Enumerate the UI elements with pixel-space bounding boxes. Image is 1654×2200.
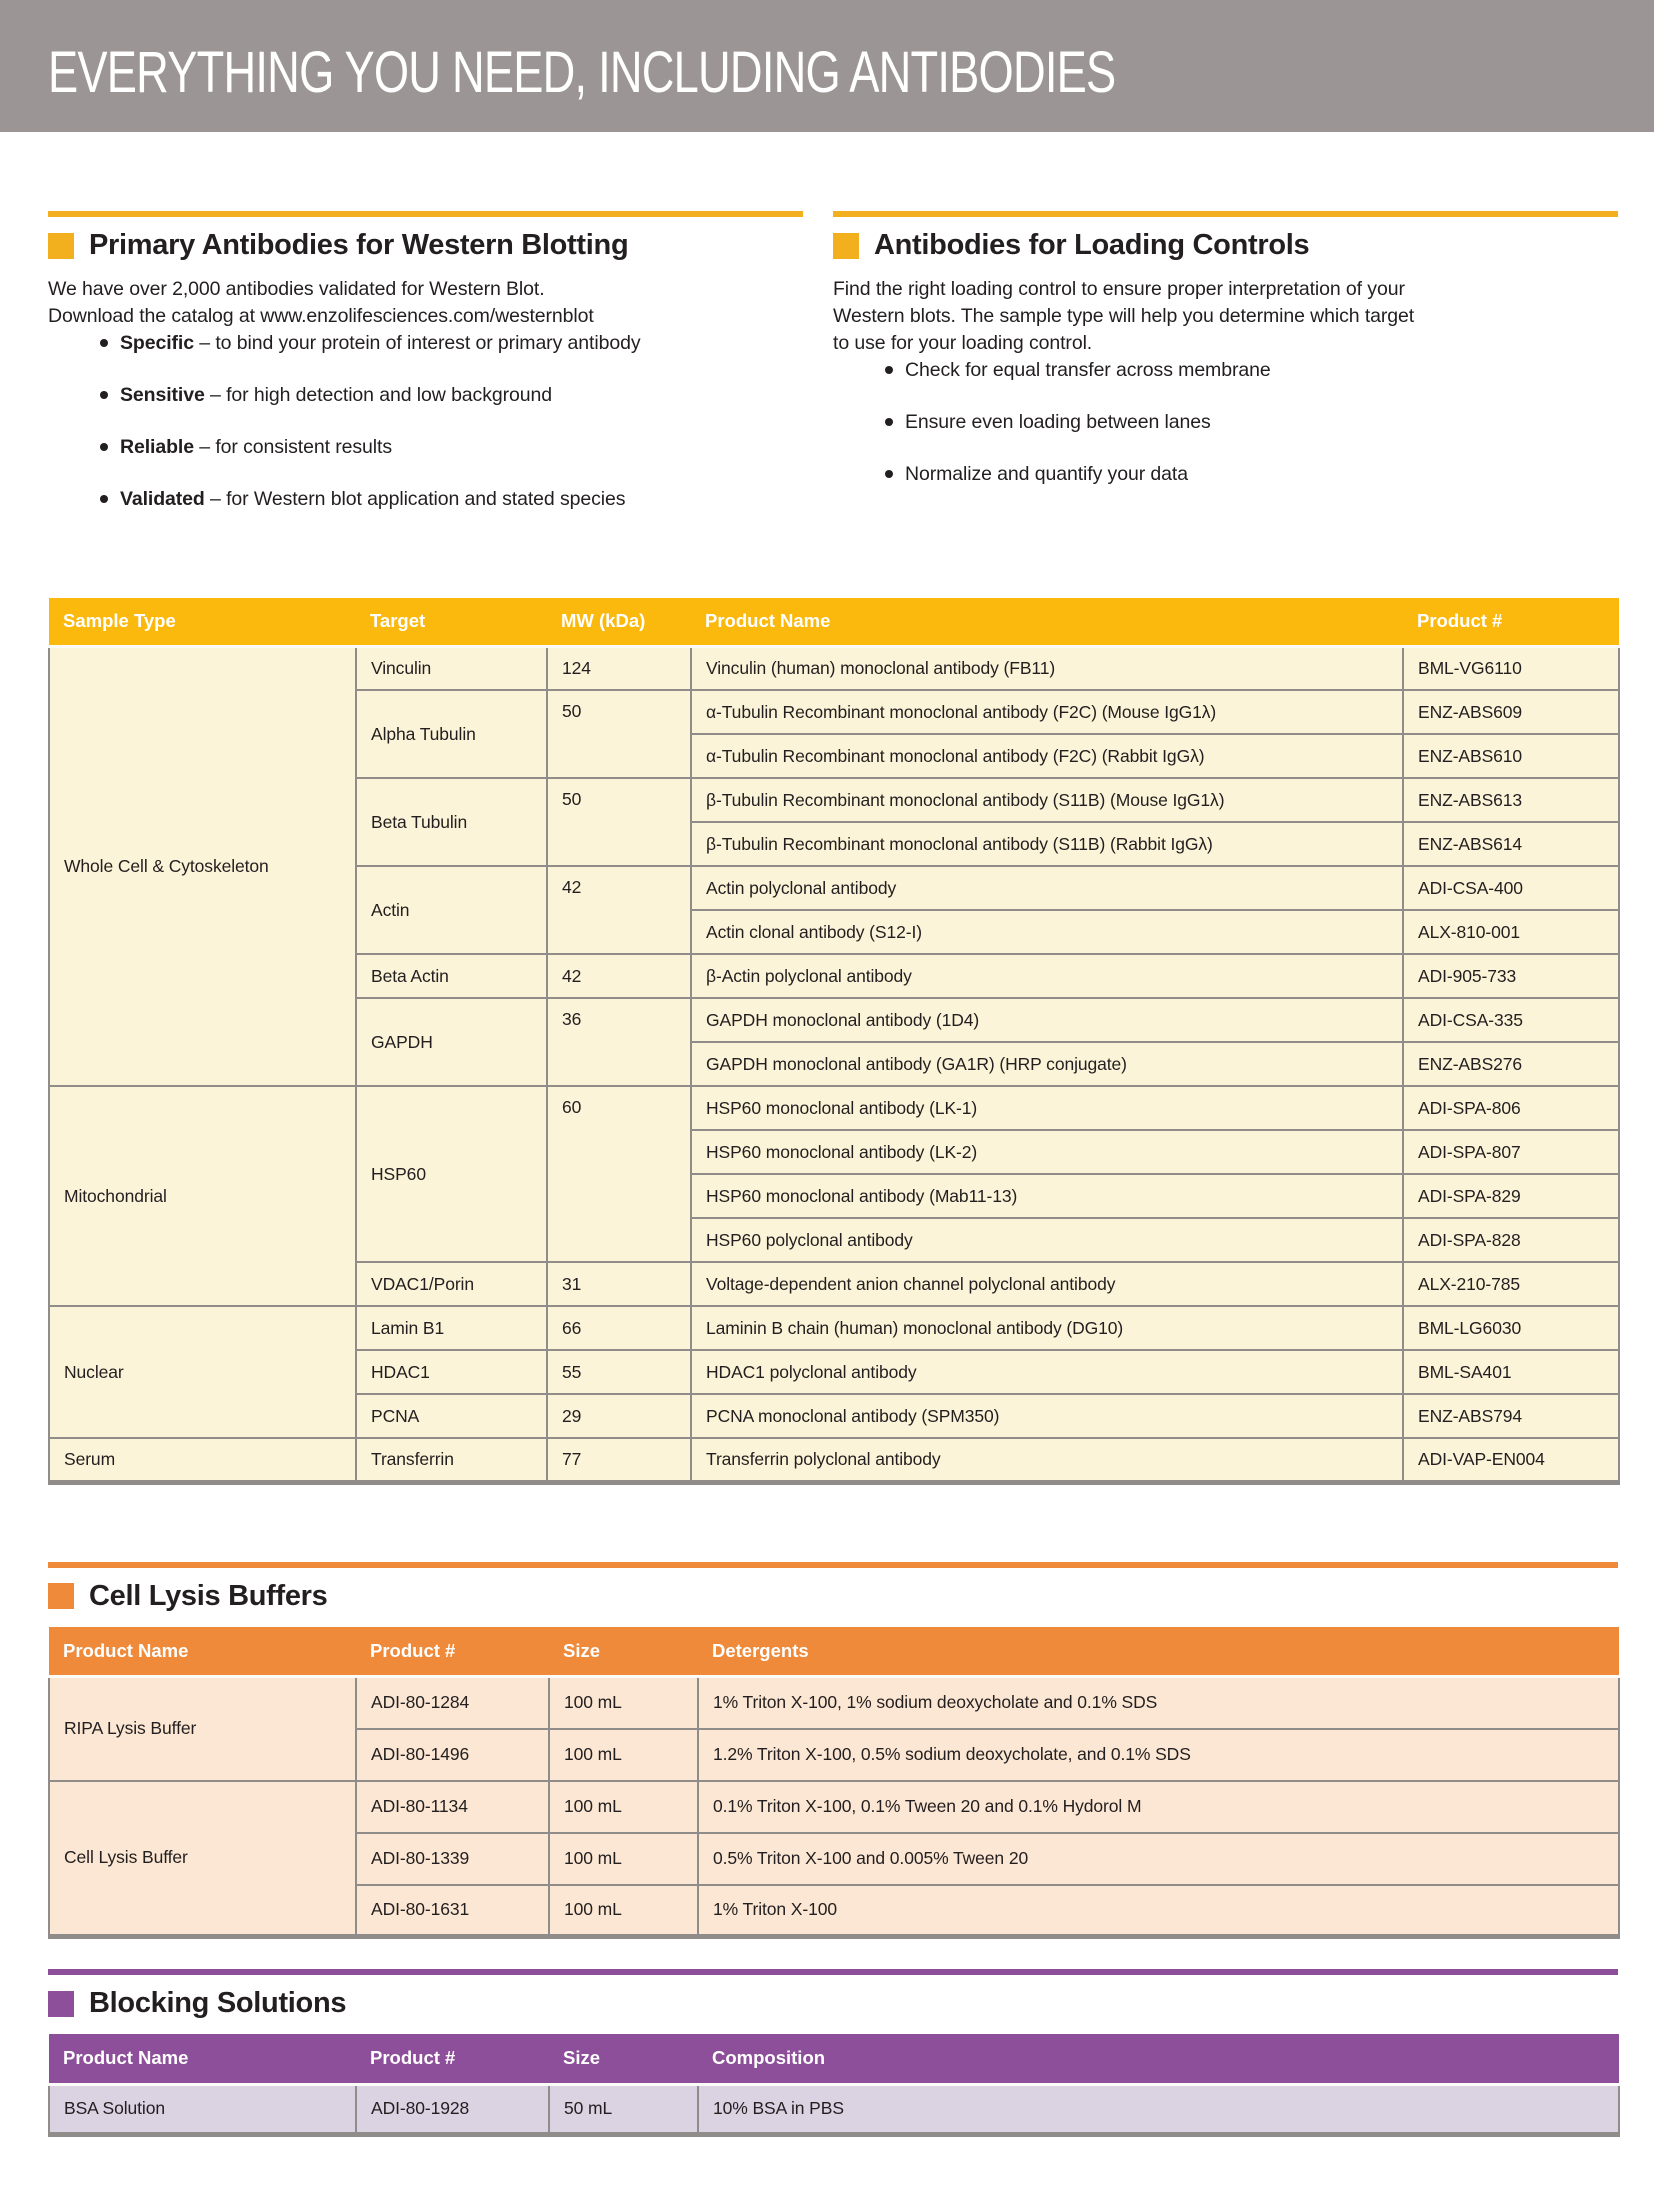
mw-cell: 42 [547,866,691,954]
size-cell: 100 mL [549,1833,698,1885]
product-number-cell: ADI-80-1284 [356,1677,549,1729]
section-heading-text: Primary Antibodies for Western Blotting [89,229,629,261]
column-header: Product Name [49,1627,356,1677]
target-cell: Transferrin [356,1438,547,1482]
page-content [48,211,1618,2137]
column-header: Sample Type [49,598,356,646]
sample-type-cell: Whole Cell & Cytoskeleton [49,646,356,1086]
target-cell: HDAC1 [356,1350,547,1394]
product-number-cell: ALX-210-785 [1403,1262,1619,1306]
product-name-cell: Vinculin (human) monoclonal antibody (FB11) [691,646,1403,690]
lysis-buffer-row [49,1781,1619,1833]
product-name-cell: Voltage-dependent anion channel polyclonal antibody [691,1262,1403,1306]
product-name-cell: HSP60 monoclonal antibody (Mab11-13) [691,1174,1403,1218]
header-row [49,2034,1619,2084]
column-header: Composition [698,2034,1619,2084]
column-header: Target [356,598,547,646]
mw-cell: 55 [547,1350,691,1394]
bullet-text: Ensure even loading between lanes [905,411,1211,433]
sample-type-cell: Serum [49,1438,356,1482]
blocking-solution-row [49,2084,1619,2134]
antibody-table-head [49,598,1619,646]
product-number-cell: ADI-SPA-828 [1403,1218,1619,1262]
product-number-cell: ENZ-ABS609 [1403,690,1619,734]
product-number-cell: ENZ-ABS614 [1403,822,1619,866]
product-number-cell: ADI-80-1631 [356,1885,549,1937]
product-number-cell: ENZ-ABS276 [1403,1042,1619,1086]
orange-square-icon [48,1583,74,1609]
product-name-cell: β-Tubulin Recombinant monoclonal antibody (S11B) (Rabbit IgGλ) [691,822,1403,866]
bullet-text: – for high detection and low background [204,384,552,406]
column-header: Product # [1403,598,1619,646]
paragraph-line: Western blots. The sample type will help you determine which target [833,305,1415,327]
mw-cell: 29 [547,1394,691,1438]
primary-antibodies-bullet-list [48,330,803,512]
bullet-lead: Validated [120,488,205,510]
column-header: Product Name [49,2034,356,2084]
antibody-table [48,598,1620,1485]
product-number-cell: ADI-80-1928 [356,2084,549,2134]
product-number-cell: ADI-905-733 [1403,954,1619,998]
yellow-divider-rule [833,211,1618,217]
section-heading-text: Cell Lysis Buffers [89,1579,328,1612]
section-heading-text: Blocking Solutions [89,1987,347,2019]
target-cell: Beta Actin [356,954,547,998]
product-name-cell: α-Tubulin Recombinant monoclonal antibody (F2C) (Mouse IgG1λ) [691,690,1403,734]
size-cell: 100 mL [549,1885,698,1937]
bullet-item [885,357,1618,383]
detergents-cell: 1% Triton X-100 [698,1885,1619,1937]
mw-cell: 31 [547,1262,691,1306]
sample-type-cell: Nuclear [49,1306,356,1438]
antibody-row [49,1306,1619,1350]
bullet-lead: Specific [120,332,194,354]
blocking-solutions-section [48,1969,1618,2137]
mw-cell: 42 [547,954,691,998]
mw-cell: 36 [547,998,691,1086]
target-cell: Actin [356,866,547,954]
paragraph-line: Find the right loading control to ensure proper interpretation of your [833,278,1405,300]
bullet-item [885,409,1618,435]
product-number-cell: ADI-SPA-829 [1403,1174,1619,1218]
mw-cell: 77 [547,1438,691,1482]
antibody-row [49,1438,1619,1482]
product-number-cell: ADI-CSA-335 [1403,998,1619,1042]
mw-cell: 50 [547,690,691,778]
antibody-table-body [49,646,1619,1482]
blocking-solutions-table [48,2034,1620,2137]
antibody-row [49,1086,1619,1130]
size-cell: 100 mL [549,1729,698,1781]
size-cell: 100 mL [549,1781,698,1833]
product-number-cell: BML-VG6110 [1403,646,1619,690]
product-name-cell: β-Tubulin Recombinant monoclonal antibody (S11B) (Mouse IgG1λ) [691,778,1403,822]
product-name-cell: Actin clonal antibody (S12-I) [691,910,1403,954]
target-cell: Beta Tubulin [356,778,547,866]
sample-type-cell: Mitochondrial [49,1086,356,1306]
paragraph-line: to use for your loading control. [833,332,1093,354]
column-header: Size [549,1627,698,1677]
buffer-name-cell: Cell Lysis Buffer [49,1781,356,1937]
bullet-text: – for consistent results [193,436,392,458]
section-heading-cell-lysis [48,1580,1618,1613]
primary-antibodies-paragraph [48,276,803,330]
header-row [49,1627,1619,1677]
product-number-cell: ADI-80-1496 [356,1729,549,1781]
target-cell: Lamin B1 [356,1306,547,1350]
mw-cell: 124 [547,646,691,690]
loading-controls-paragraph [833,276,1618,357]
product-number-cell: ADI-CSA-400 [1403,866,1619,910]
yellow-square-icon [833,233,859,259]
bullet-item [100,486,803,512]
product-name-cell: Actin polyclonal antibody [691,866,1403,910]
antibody-row [49,646,1619,690]
target-cell: Alpha Tubulin [356,690,547,778]
bullet-lead: Reliable [120,436,194,458]
bullet-text: – to bind your protein of interest or primary antibody [193,332,641,354]
size-cell: 50 mL [549,2084,698,2134]
page-title [0,0,1654,105]
product-name-cell: HSP60 polyclonal antibody [691,1218,1403,1262]
product-name-cell: β-Actin polyclonal antibody [691,954,1403,998]
purple-divider-rule [48,1969,1618,1975]
purple-square-icon [48,1991,74,2017]
section-heading-loading-controls [833,229,1618,262]
bullet-text: – for Western blot application and stated species [204,488,626,510]
blocking-table-head [49,2034,1619,2084]
column-header: Size [549,2034,698,2084]
size-cell: 100 mL [549,1677,698,1729]
column-header: Product # [356,1627,549,1677]
intro-section [48,211,1618,598]
bullet-item [885,461,1618,487]
bullet-text: Check for equal transfer across membrane [905,359,1271,381]
target-cell: Vinculin [356,646,547,690]
header-row [49,598,1619,646]
composition-cell: 10% BSA in PBS [698,2084,1619,2134]
product-number-cell: ENZ-ABS610 [1403,734,1619,778]
product-name-cell: GAPDH monoclonal antibody (GA1R) (HRP conjugate) [691,1042,1403,1086]
target-cell: VDAC1/Porin [356,1262,547,1306]
product-number-cell: BML-LG6030 [1403,1306,1619,1350]
product-number-cell: ADI-VAP-EN004 [1403,1438,1619,1482]
section-heading-primary-antibodies [48,229,803,262]
lysis-buffers-table [48,1627,1620,1940]
bullet-item [100,434,803,460]
paragraph-line: We have over 2,000 antibodies validated for Western Blot. [48,278,545,300]
product-name-cell: Transferrin polyclonal antibody [691,1438,1403,1482]
bullet-text: Normalize and quantify your data [905,463,1188,485]
target-cell: GAPDH [356,998,547,1086]
detergents-cell: 0.1% Triton X-100, 0.1% Tween 20 and 0.1% Hydorol M [698,1781,1619,1833]
product-number-cell: ALX-810-001 [1403,910,1619,954]
orange-divider-rule [48,1562,1618,1568]
buffer-name-cell: RIPA Lysis Buffer [49,1677,356,1781]
primary-antibodies-section [48,211,803,538]
column-header: Detergents [698,1627,1619,1677]
bullet-item [100,382,803,408]
lysis-table-head [49,1627,1619,1677]
section-heading-text: Antibodies for Loading Controls [874,229,1310,261]
solution-name-cell: BSA Solution [49,2084,356,2134]
detergents-cell: 0.5% Triton X-100 and 0.005% Tween 20 [698,1833,1619,1885]
detergents-cell: 1% Triton X-100, 1% sodium deoxycholate and 0.1% SDS [698,1677,1619,1729]
yellow-divider-rule [48,211,803,217]
product-number-cell: ADI-80-1339 [356,1833,549,1885]
mw-cell: 60 [547,1086,691,1262]
product-name-cell: HDAC1 polyclonal antibody [691,1350,1403,1394]
product-name-cell: Laminin B chain (human) monoclonal antibody (DG10) [691,1306,1403,1350]
yellow-square-icon [48,233,74,259]
column-header: Product Name [691,598,1403,646]
section-heading-blocking [48,1987,1618,2020]
loading-controls-section [833,211,1618,513]
column-header: MW (kDa) [547,598,691,646]
product-number-cell: BML-SA401 [1403,1350,1619,1394]
product-number-cell: ENZ-ABS794 [1403,1394,1619,1438]
paragraph-line: Download the catalog at www.enzolifesciences.com/westernblot [48,305,594,327]
page-banner [0,0,1654,132]
product-name-cell: HSP60 monoclonal antibody (LK-1) [691,1086,1403,1130]
blocking-table-body [49,2084,1619,2134]
product-number-cell: ENZ-ABS613 [1403,778,1619,822]
lysis-buffer-row [49,1677,1619,1729]
bullet-item [100,330,803,356]
product-number-cell: ADI-SPA-807 [1403,1130,1619,1174]
column-header: Product # [356,2034,549,2084]
mw-cell: 66 [547,1306,691,1350]
product-name-cell: HSP60 monoclonal antibody (LK-2) [691,1130,1403,1174]
product-number-cell: ADI-SPA-806 [1403,1086,1619,1130]
product-name-cell: α-Tubulin Recombinant monoclonal antibody (F2C) (Rabbit IgGλ) [691,734,1403,778]
mw-cell: 50 [547,778,691,866]
detergents-cell: 1.2% Triton X-100, 0.5% sodium deoxycholate, and 0.1% SDS [698,1729,1619,1781]
target-cell: HSP60 [356,1086,547,1262]
bullet-lead: Sensitive [120,384,205,406]
loading-controls-bullet-list [833,357,1618,487]
product-name-cell: PCNA monoclonal antibody (SPM350) [691,1394,1403,1438]
product-name-cell: GAPDH monoclonal antibody (1D4) [691,998,1403,1042]
page-title-text: EVERYTHING YOU NEED, INCLUDING ANTIBODIES [48,40,1116,105]
cell-lysis-buffers-section [48,1562,1618,1940]
lysis-table-body [49,1677,1619,1937]
target-cell: PCNA [356,1394,547,1438]
product-number-cell: ADI-80-1134 [356,1781,549,1833]
